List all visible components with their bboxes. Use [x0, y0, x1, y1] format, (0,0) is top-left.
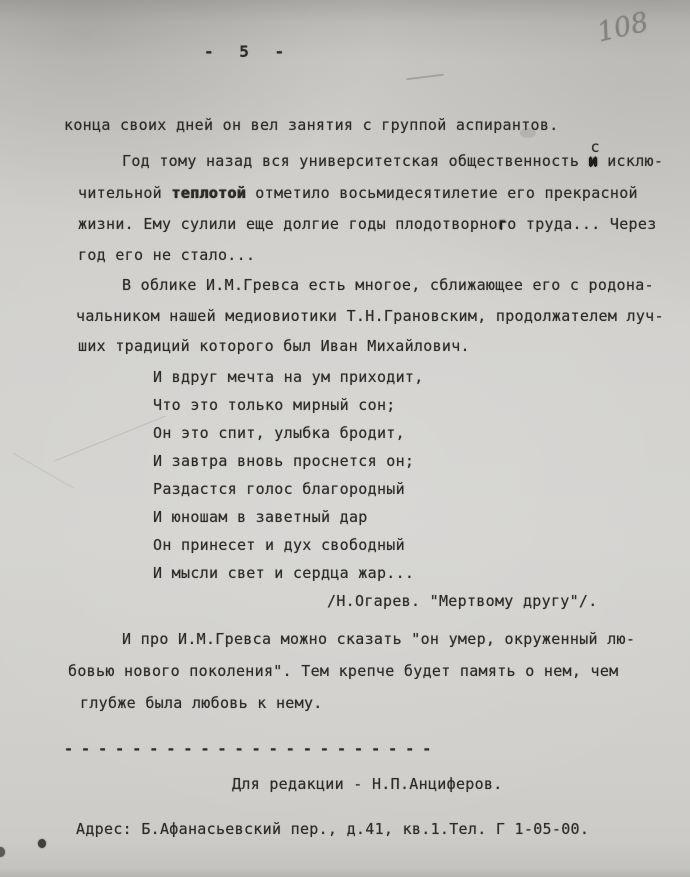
paragraph1-line: конца своих дней он вел занятия с группой аспирантов. [64, 116, 559, 134]
poem-attribution: /Н.Огарев. "Мертвому другу"/. [327, 592, 598, 610]
poem-line: Он принесет и дух свободный [153, 536, 405, 554]
struck-character: и [588, 152, 598, 170]
paragraph3-line3: ших традиций которого был Иван Михайлович. [78, 337, 470, 355]
poem-line: Он это спит, улыбка бродит, [153, 424, 405, 442]
address-line: Адрес: Б.Афанасьевский пер., д.41, кв.1.Тел. Г 1-05-00. [76, 820, 590, 838]
poem-line: И мысли свет и сердца жар... [153, 564, 415, 582]
dashed-separator: - - - - - - - - - - - - - - - - - - - - - - [64, 740, 431, 758]
paragraph3-line2: чальником нашей медиовиотики Т.Н.Грановским, продолжателем луч- [76, 307, 664, 325]
poem-line: И юношам в заветный дар [153, 508, 368, 526]
page-number: - 5 - [204, 42, 293, 61]
paragraph2-line1 [122, 138, 664, 171]
scratch-mark [54, 416, 166, 462]
paragraph3-line1: В облике И.М.Гревса есть многое, сближающее его с родона- [122, 276, 654, 294]
ink-dot [0, 847, 5, 857]
overstruck-word: теплотой [171, 184, 246, 202]
editor-signature: Для редакции - Н.П.Анциферов. [232, 775, 503, 793]
paragraph2-line1-pre: Год тому назад вся университетская общественность [122, 152, 589, 170]
poem-line: И вдруг мечта на ум приходит, [153, 368, 424, 386]
handwritten-page-number: 108 [594, 6, 652, 49]
correction-character-above: с [590, 138, 600, 156]
paragraph2-line4: год его не стало... [78, 246, 256, 264]
poem-line: Что это только мирный сон; [153, 396, 396, 414]
scratch-mark [406, 74, 444, 80]
smudge-mark [520, 128, 536, 138]
paragraph2-line3-post: о труда... Через [507, 215, 657, 233]
typed-correction [588, 138, 600, 171]
paragraph2-line2-post: отметило восьмидесятилетие его прекрасной [245, 184, 638, 202]
poem-line: Раздастся голос благородный [153, 480, 405, 498]
paragraph4-line3: глубже была любовь к нему. [80, 694, 323, 712]
paragraph2-line3 [78, 215, 657, 234]
paragraph4-line1: И про И.М.Гревса можно сказать "он умер, окруженный лю- [122, 630, 636, 648]
paragraph2-line1-post: исклю- [597, 152, 664, 170]
scratch-mark [12, 453, 73, 489]
ink-dot [38, 839, 46, 848]
paragraph2-line3-pre: жизни. Ему сулили еще долгие годы плодотворно [78, 215, 498, 233]
blotted-character: г [497, 215, 508, 233]
paragraph4-line2: бовью нового поколения". Тем крепче будет память о нем, чем [68, 662, 619, 680]
poem-line: И завтра вновь проснется он; [153, 452, 415, 470]
paragraph2-line2 [78, 184, 638, 203]
paragraph2-line2-pre: чительной [78, 184, 172, 202]
